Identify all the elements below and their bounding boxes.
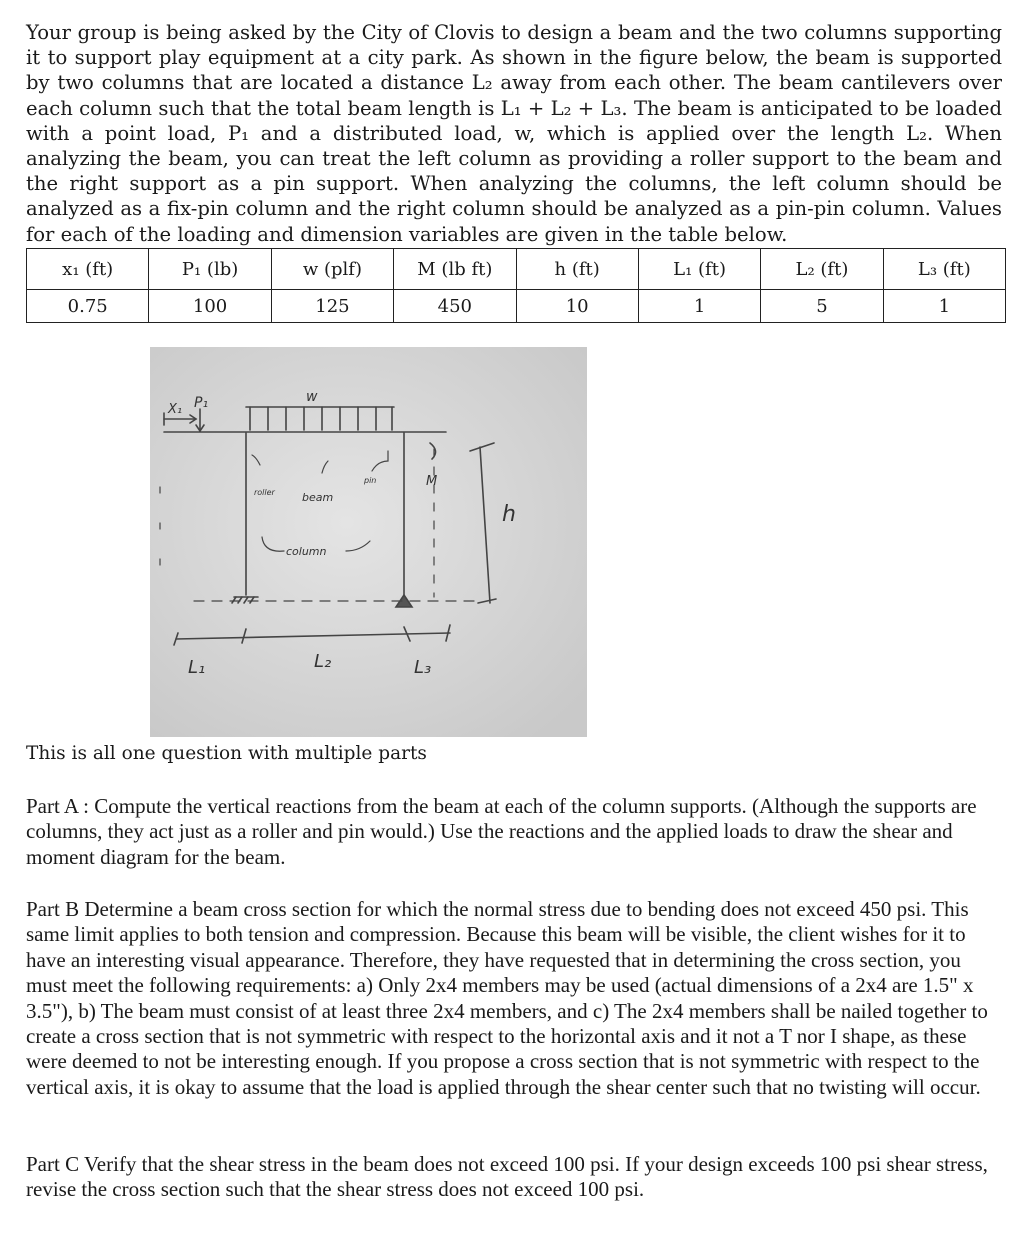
table-value-row — [27, 290, 1006, 323]
value-l2: 5 — [761, 290, 883, 323]
label-m: M — [426, 474, 438, 489]
value-x1: 0.75 — [27, 290, 149, 323]
table-header-row — [27, 249, 1006, 290]
label-l3: L₃ — [414, 657, 432, 678]
value-l1: 1 — [638, 290, 760, 323]
part-a-text: Part A : Compute the vertical reactions from the beam at each of the column supports. (Although the supports are columns, they act just as a roller and pin would.) Use the reactions and the applied loads to draw the shear and moment diagram for the beam. — [26, 794, 977, 869]
header-l3: L₃ (ft) — [883, 249, 1005, 290]
label-pin: pin — [364, 476, 377, 485]
value-p1: 100 — [149, 290, 271, 323]
header-l1: L₁ (ft) — [638, 249, 760, 290]
value-l3: 1 — [883, 290, 1005, 323]
beam-sketch-photo — [150, 347, 587, 737]
part-c-text: Part C Verify that the shear stress in the beam does not exceed 100 psi. If your design exceeds 100 psi shear stress, revise the cross section such that the shear stress does not exceed 100 psi. — [26, 1152, 988, 1202]
label-p1: P₁ — [194, 395, 209, 411]
value-m: 450 — [394, 290, 516, 323]
value-h: 10 — [516, 290, 638, 323]
label-roller: roller — [254, 488, 275, 497]
value-w: 125 — [271, 290, 393, 323]
label-w: w — [306, 389, 318, 405]
label-column: column — [286, 545, 327, 558]
label-l1: L₁ — [188, 657, 206, 678]
header-w: w (plf) — [271, 249, 393, 290]
variables-table — [26, 248, 1006, 323]
label-l2: L₂ — [314, 651, 332, 672]
label-x1: X₁ — [168, 402, 183, 417]
label-h: h — [502, 502, 516, 527]
header-x1: x₁ (ft) — [27, 249, 149, 290]
header-l2: L₂ (ft) — [761, 249, 883, 290]
label-beam: beam — [302, 491, 334, 504]
problem-intro: Your group is being asked by the City of Clovis to design a beam and the two columns supporting it to support play equipment at a city park. As shown in the figure below, the beam is supported by two columns that are located a distance L₂ away from each other. The beam cantilevers over each column such that the total beam length is L₁ + L₂ + L₃. The beam is anticipated to be loaded with a point load, P₁ and a distributed load, w, which is applied over the length L₂. When analyzing the beam, you can treat the left column as providing a roller support to the beam and the right support as a pin support. When analyzing the columns, the left column should be analyzed as a fix-pin column and the right column should be analyzed as a pin-pin column. Values for each of the loading and dimension variables are given in the table below. — [26, 21, 1002, 246]
header-m: M (lb ft) — [394, 249, 516, 290]
header-h: h (ft) — [516, 249, 638, 290]
header-p1: P₁ (lb) — [149, 249, 271, 290]
part-b-text: Part B Determine a beam cross section for which the normal stress due to bending does not exceed 450 psi. This same limit applies to both tension and compression. Because this beam will be visible, the client wishes for it to have an interesting visual appearance. Therefore, they have requested that in determining the cross section, you must meet the following requirements: a) Only 2x4 members may be used (actual dimensions of a 2x4 are 1.5" x 3.5"), b) The beam must consist of at least three 2x4 members, and c) The 2x4 members shall be nailed together to create a cross section that is not symmetric with respect to the horizontal axis and it not a T nor I shape, as these were deemed to not be interesting enough. If you propose a cross section that is not symmetric with respect to the vertical axis, it is okay to assume that the load is applied through the shear center such that no twisting will occur. — [26, 897, 988, 1099]
multi-part-note: This is all one question with multiple parts — [26, 743, 427, 764]
